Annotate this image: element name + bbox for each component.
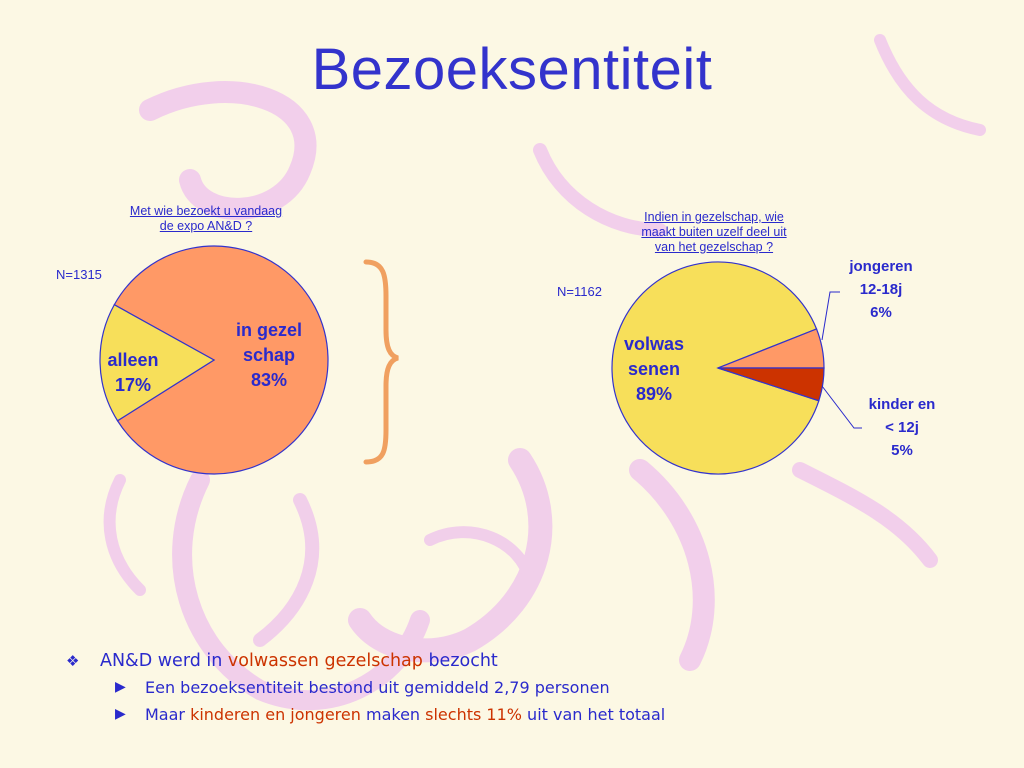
pie2-caption-line: Indien in gezelschap, wie (644, 210, 784, 224)
triangle-bullet-icon: ▶ (115, 679, 126, 695)
bullet-sub (60, 674, 1000, 701)
curly-brace-icon (366, 262, 398, 462)
bullet-main (60, 648, 1000, 674)
bullet-text: maken (360, 705, 426, 724)
bullet-highlight: slechts 11% (425, 705, 522, 724)
bullet-text: Een bezoeksentiteit bestond uit gemiddeld 2,79 personen (145, 678, 610, 697)
pie1-caption-line: Met wie bezoekt u vandaag (129, 204, 283, 218)
pie2-slice-label: jongeren 12-18j 6% (849, 258, 913, 321)
triangle-bullet-icon: ▶ (115, 706, 126, 722)
bullet-list (60, 648, 1000, 728)
pie2-caption-line: van het gezelschap ? (654, 240, 774, 254)
bullet-text: Maar (145, 705, 191, 724)
slide-title: Bezoeksentiteit (311, 37, 713, 102)
pie1-slice-label: alleen 17% (107, 350, 159, 395)
pie2-n-label: N=1162 (557, 284, 602, 299)
pie2-slice-label: kinder en < 12j 5% (868, 396, 936, 459)
pie1-n-label: N=1315 (56, 267, 102, 282)
pie2-slice-label: volwas senen 89% (623, 334, 685, 404)
bullet-highlight: volwassen gezelschap (227, 651, 423, 671)
diamond-bullet-icon: ❖ (66, 652, 80, 670)
bullet-sub (60, 701, 1000, 728)
bullet-text: AN&D werd in (100, 651, 228, 671)
pie1-slice-label: in gezel schap 83% (235, 320, 302, 390)
pie1-caption-line: de expo AN&D ? (159, 219, 253, 233)
pie2-caption-line: maakt buiten uzelf deel uit (641, 225, 787, 239)
bullet-highlight: kinderen en jongeren (190, 705, 361, 724)
bullet-text: bezocht (422, 651, 498, 671)
bullet-text: uit van het totaal (521, 705, 666, 724)
